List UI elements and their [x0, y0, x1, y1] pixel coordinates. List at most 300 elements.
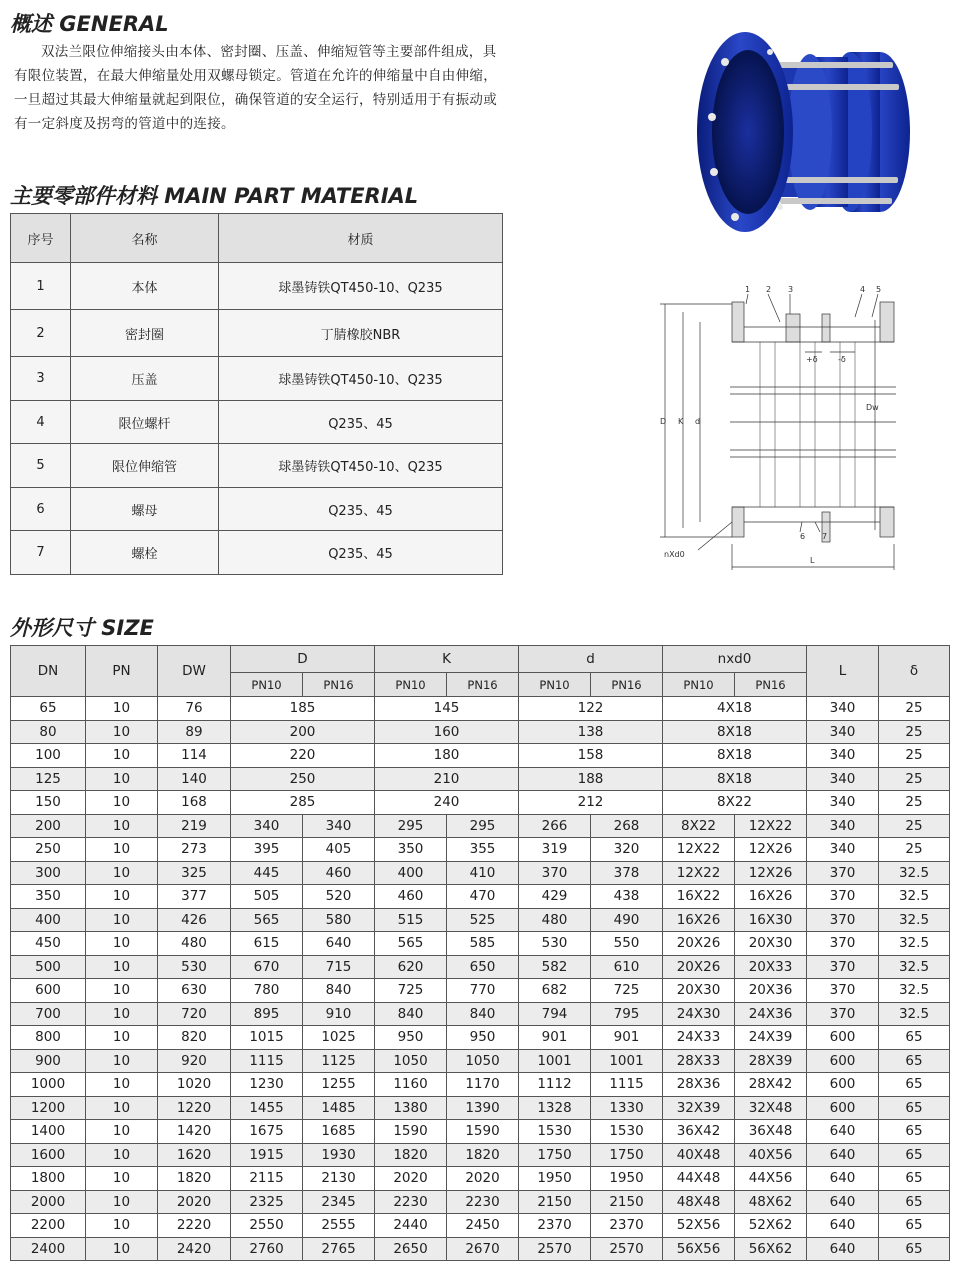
size-cell: 65 [879, 1049, 950, 1073]
size-cell: 2230 [447, 1190, 519, 1214]
size-cell: 2345 [303, 1190, 375, 1214]
size-cell: 340 [807, 791, 879, 815]
size-cell: 682 [519, 979, 591, 1003]
dim-label-K: K [678, 417, 684, 426]
material-cell-name: 压盖 [71, 357, 219, 401]
size-cell: 725 [375, 979, 447, 1003]
size-cell: 950 [375, 1026, 447, 1050]
size-cell: 910 [303, 1002, 375, 1026]
header-D: D [231, 646, 375, 673]
size-cell: 1685 [303, 1120, 375, 1144]
material-cell-name: 本体 [71, 263, 219, 310]
size-cell: 1820 [375, 1143, 447, 1167]
size-cell: 1001 [591, 1049, 663, 1073]
material-row [11, 444, 503, 488]
size-table [10, 645, 950, 1261]
size-row [11, 720, 950, 744]
size-cell: 8X22 [663, 814, 735, 838]
size-cell: 212 [519, 791, 663, 815]
size-cell: 32.5 [879, 955, 950, 979]
size-cell: 319 [519, 838, 591, 862]
size-cell: 10 [86, 1214, 158, 1238]
header-d-pn16: PN16 [591, 673, 663, 697]
size-cell: 44X56 [735, 1167, 807, 1191]
size-cell: 114 [158, 744, 231, 768]
size-cell: 600 [11, 979, 86, 1003]
size-row [11, 1237, 950, 1261]
dim-label-minus-delta: -δ [838, 355, 846, 364]
size-cell: 780 [231, 979, 303, 1003]
size-cell: 1455 [231, 1096, 303, 1120]
general-heading: 概述 GENERAL [10, 12, 169, 36]
size-row [11, 932, 950, 956]
size-cell: 25 [879, 720, 950, 744]
size-cell: 65 [879, 1096, 950, 1120]
size-cell: 10 [86, 1026, 158, 1050]
dim-label-L: L [810, 556, 815, 565]
size-cell: 10 [86, 1096, 158, 1120]
size-cell: 400 [375, 861, 447, 885]
header-d-pn10: PN10 [519, 673, 591, 697]
size-cell: 65 [879, 1026, 950, 1050]
size-cell: 1950 [591, 1167, 663, 1191]
size-cell: 36X48 [735, 1120, 807, 1144]
size-row [11, 814, 950, 838]
size-cell: 28X42 [735, 1073, 807, 1097]
size-cell: 138 [519, 720, 663, 744]
callout-2: 2 [766, 285, 772, 294]
size-row [11, 838, 950, 862]
size-cell: 340 [231, 814, 303, 838]
size-cell: 340 [807, 744, 879, 768]
size-cell: 80 [11, 720, 86, 744]
size-cell: 10 [86, 791, 158, 815]
size-cell: 1590 [447, 1120, 519, 1144]
size-cell: 122 [519, 697, 663, 721]
material-cell-name: 限位螺杆 [71, 401, 219, 444]
size-cell: 10 [86, 744, 158, 768]
size-cell: 2765 [303, 1237, 375, 1261]
size-cell: 20X30 [735, 932, 807, 956]
size-cell: 10 [86, 1143, 158, 1167]
size-cell: 370 [807, 932, 879, 956]
size-cell: 273 [158, 838, 231, 862]
size-cell: 1380 [375, 1096, 447, 1120]
size-cell: 395 [231, 838, 303, 862]
size-cell: 295 [447, 814, 519, 838]
size-row [11, 979, 950, 1003]
size-cell: 20X26 [663, 932, 735, 956]
size-cell: 725 [591, 979, 663, 1003]
material-cell-index: 7 [11, 531, 71, 575]
material-cell-index: 2 [11, 310, 71, 357]
size-cell: 640 [807, 1214, 879, 1238]
size-cell: 32X39 [663, 1096, 735, 1120]
size-cell: 610 [591, 955, 663, 979]
size-row [11, 1002, 950, 1026]
size-cell: 1220 [158, 1096, 231, 1120]
size-cell: 200 [231, 720, 375, 744]
size-cell: 720 [158, 1002, 231, 1026]
size-cell: 370 [519, 861, 591, 885]
header-d: d [519, 646, 663, 673]
callout-5: 5 [876, 285, 882, 294]
size-cell: 10 [86, 955, 158, 979]
size-cell: 28X39 [735, 1049, 807, 1073]
size-cell: 840 [303, 979, 375, 1003]
size-cell: 1328 [519, 1096, 591, 1120]
size-cell: 10 [86, 838, 158, 862]
size-cell: 32.5 [879, 932, 950, 956]
size-cell: 2200 [11, 1214, 86, 1238]
size-cell: 795 [591, 1002, 663, 1026]
header-K-pn10: PN10 [375, 673, 447, 697]
size-cell: 515 [375, 908, 447, 932]
size-cell: 2570 [591, 1237, 663, 1261]
size-cell: 250 [231, 767, 375, 791]
material-cell-name: 限位伸缩管 [71, 444, 219, 488]
size-cell: 1125 [303, 1049, 375, 1073]
size-cell: 168 [158, 791, 231, 815]
size-cell: 65 [879, 1190, 950, 1214]
size-row [11, 1073, 950, 1097]
size-cell: 1200 [11, 1096, 86, 1120]
size-cell: 950 [447, 1026, 519, 1050]
size-cell: 370 [807, 861, 879, 885]
size-cell: 600 [807, 1096, 879, 1120]
size-cell: 565 [375, 932, 447, 956]
size-cell: 65 [879, 1073, 950, 1097]
size-cell: 28X33 [663, 1049, 735, 1073]
size-cell: 794 [519, 1002, 591, 1026]
size-cell: 56X56 [663, 1237, 735, 1261]
size-cell: 525 [447, 908, 519, 932]
size-cell: 340 [807, 767, 879, 791]
size-cell: 580 [303, 908, 375, 932]
size-row [11, 885, 950, 909]
size-cell: 2650 [375, 1237, 447, 1261]
size-cell: 2020 [158, 1190, 231, 1214]
size-cell: 12X26 [735, 861, 807, 885]
size-cell: 10 [86, 720, 158, 744]
material-cell-index: 4 [11, 401, 71, 444]
size-cell: 355 [447, 838, 519, 862]
size-cell: 2020 [375, 1167, 447, 1191]
size-cell: 219 [158, 814, 231, 838]
size-cell: 340 [807, 697, 879, 721]
material-heading: 主要零部件材料 MAIN PART MATERIAL [10, 184, 419, 208]
size-cell: 670 [231, 955, 303, 979]
product-photo [690, 22, 930, 237]
size-cell: 1800 [11, 1167, 86, 1191]
size-heading: 外形尺寸 SIZE [10, 616, 154, 640]
size-cell: 1750 [591, 1143, 663, 1167]
size-cell: 1112 [519, 1073, 591, 1097]
header-material: 材质 [219, 214, 503, 263]
size-cell: 582 [519, 955, 591, 979]
size-cell: 8X18 [663, 720, 807, 744]
size-cell: 8X18 [663, 767, 807, 791]
size-cell: 530 [519, 932, 591, 956]
size-cell: 12X22 [663, 861, 735, 885]
material-row [11, 357, 503, 401]
size-cell: 600 [807, 1026, 879, 1050]
size-cell: 2150 [591, 1190, 663, 1214]
size-row [11, 767, 950, 791]
size-cell: 520 [303, 885, 375, 909]
size-cell: 24X30 [663, 1002, 735, 1026]
material-cell-material: Q235、45 [219, 531, 503, 575]
size-cell: 340 [303, 814, 375, 838]
size-cell: 8X22 [663, 791, 807, 815]
material-row [11, 310, 503, 357]
size-cell: 325 [158, 861, 231, 885]
header-dn: DN [11, 646, 86, 697]
material-cell-name: 螺母 [71, 488, 219, 531]
dim-label-D: D [660, 417, 667, 426]
size-cell: 400 [11, 908, 86, 932]
size-cell: 630 [158, 979, 231, 1003]
size-row [11, 1214, 950, 1238]
size-cell: 185 [231, 697, 375, 721]
size-cell: 1620 [158, 1143, 231, 1167]
material-row [11, 488, 503, 531]
size-row [11, 1096, 950, 1120]
size-cell: 2440 [375, 1214, 447, 1238]
size-cell: 285 [231, 791, 375, 815]
size-cell: 640 [807, 1237, 879, 1261]
size-cell: 320 [591, 838, 663, 862]
size-cell: 820 [158, 1026, 231, 1050]
size-cell: 10 [86, 979, 158, 1003]
size-cell: 65 [879, 1167, 950, 1191]
dim-label-nxd0: nXd0 [664, 550, 685, 559]
size-cell: 1915 [231, 1143, 303, 1167]
size-cell: 44X48 [663, 1167, 735, 1191]
size-cell: 405 [303, 838, 375, 862]
size-cell: 840 [375, 1002, 447, 1026]
size-cell: 370 [807, 908, 879, 932]
size-cell: 12X22 [735, 814, 807, 838]
size-cell: 700 [11, 1002, 86, 1026]
size-cell: 1015 [231, 1026, 303, 1050]
size-cell: 140 [158, 767, 231, 791]
size-cell: 145 [375, 697, 519, 721]
size-cell: 1001 [519, 1049, 591, 1073]
size-cell: 1115 [231, 1049, 303, 1073]
size-cell: 2400 [11, 1237, 86, 1261]
size-cell: 445 [231, 861, 303, 885]
size-cell: 32.5 [879, 861, 950, 885]
size-cell: 65 [879, 1120, 950, 1144]
size-cell: 24X36 [735, 1002, 807, 1026]
size-cell: 715 [303, 955, 375, 979]
size-row [11, 1120, 950, 1144]
size-cell: 220 [231, 744, 375, 768]
size-cell: 1750 [519, 1143, 591, 1167]
size-cell: 2130 [303, 1167, 375, 1191]
size-cell: 650 [447, 955, 519, 979]
header-K: K [375, 646, 519, 673]
material-cell-material: Q235、45 [219, 488, 503, 531]
size-cell: 100 [11, 744, 86, 768]
size-cell: 2220 [158, 1214, 231, 1238]
size-cell: 1050 [375, 1049, 447, 1073]
size-cell: 1020 [158, 1073, 231, 1097]
material-cell-name: 螺栓 [71, 531, 219, 575]
size-row [11, 1143, 950, 1167]
size-cell: 188 [519, 767, 663, 791]
size-cell: 240 [375, 791, 519, 815]
size-cell: 1820 [158, 1167, 231, 1191]
size-cell: 2020 [447, 1167, 519, 1191]
size-cell: 1675 [231, 1120, 303, 1144]
size-cell: 8X18 [663, 744, 807, 768]
size-cell: 10 [86, 932, 158, 956]
material-cell-index: 1 [11, 263, 71, 310]
size-row [11, 955, 950, 979]
size-cell: 1420 [158, 1120, 231, 1144]
size-cell: 24X33 [663, 1026, 735, 1050]
size-cell: 900 [11, 1049, 86, 1073]
size-cell: 180 [375, 744, 519, 768]
size-cell: 640 [807, 1120, 879, 1144]
size-cell: 16X26 [735, 885, 807, 909]
header-D-pn16: PN16 [303, 673, 375, 697]
size-cell: 24X39 [735, 1026, 807, 1050]
size-cell: 266 [519, 814, 591, 838]
header-pn: PN [86, 646, 158, 697]
size-cell: 1160 [375, 1073, 447, 1097]
size-cell: 426 [158, 908, 231, 932]
callout-1: 1 [745, 285, 751, 294]
size-cell: 32.5 [879, 1002, 950, 1026]
size-cell: 150 [11, 791, 86, 815]
size-cell: 10 [86, 1002, 158, 1026]
size-cell: 378 [591, 861, 663, 885]
size-cell: 1530 [591, 1120, 663, 1144]
size-cell: 600 [807, 1073, 879, 1097]
size-row [11, 861, 950, 885]
size-cell: 4X18 [663, 697, 807, 721]
size-cell: 160 [375, 720, 519, 744]
size-cell: 25 [879, 744, 950, 768]
size-cell: 1530 [519, 1120, 591, 1144]
material-row [11, 263, 503, 310]
size-cell: 2150 [519, 1190, 591, 1214]
size-cell: 350 [375, 838, 447, 862]
size-cell: 640 [807, 1190, 879, 1214]
size-cell: 2370 [591, 1214, 663, 1238]
material-cell-material: 球墨铸铁QT450-10、Q235 [219, 444, 503, 488]
size-cell: 65 [879, 1143, 950, 1167]
size-cell: 295 [375, 814, 447, 838]
material-cell-material: 丁腈橡胶NBR [219, 310, 503, 357]
size-cell: 158 [519, 744, 663, 768]
size-cell: 25 [879, 791, 950, 815]
size-cell: 1025 [303, 1026, 375, 1050]
size-cell: 25 [879, 767, 950, 791]
header-dw: DW [158, 646, 231, 697]
size-cell: 25 [879, 697, 950, 721]
size-cell: 20X26 [663, 955, 735, 979]
size-cell: 10 [86, 767, 158, 791]
size-cell: 200 [11, 814, 86, 838]
size-cell: 20X33 [735, 955, 807, 979]
material-cell-material: 球墨铸铁QT450-10、Q235 [219, 263, 503, 310]
size-cell: 10 [86, 1167, 158, 1191]
size-cell: 901 [519, 1026, 591, 1050]
size-cell: 460 [303, 861, 375, 885]
size-row [11, 697, 950, 721]
size-cell: 16X30 [735, 908, 807, 932]
size-cell: 530 [158, 955, 231, 979]
size-cell: 2325 [231, 1190, 303, 1214]
size-cell: 25 [879, 814, 950, 838]
material-cell-material: Q235、45 [219, 401, 503, 444]
size-cell: 2570 [519, 1237, 591, 1261]
size-cell: 250 [11, 838, 86, 862]
size-cell: 1950 [519, 1167, 591, 1191]
dim-label-d: d [695, 417, 701, 426]
material-cell-name: 密封圈 [71, 310, 219, 357]
size-cell: 460 [375, 885, 447, 909]
material-header-row [11, 214, 503, 263]
size-cell: 1600 [11, 1143, 86, 1167]
header-index: 序号 [11, 214, 71, 263]
header-L: L [807, 646, 879, 697]
size-header-row [11, 646, 950, 673]
size-cell: 2555 [303, 1214, 375, 1238]
size-cell: 2230 [375, 1190, 447, 1214]
size-cell: 10 [86, 1237, 158, 1261]
size-cell: 125 [11, 767, 86, 791]
size-cell: 40X48 [663, 1143, 735, 1167]
size-cell: 2670 [447, 1237, 519, 1261]
callout-7: 7 [822, 532, 828, 541]
size-cell: 340 [807, 838, 879, 862]
size-cell: 1590 [375, 1120, 447, 1144]
general-description: 双法兰限位伸缩接头由本体、密封圈、压盖、伸缩短管等主要部件组成，具有限位装置，在最大伸缩量处用双螺母锁定。管道在允许的伸缩量中自由伸缩，一旦超过其最大伸缩量就起到限位，确保管道的安全运行，特别适用于有振动或有一定斜度及拐弯的管道中的连接。 [14, 44, 497, 132]
size-cell: 2000 [11, 1190, 86, 1214]
size-cell: 65 [11, 697, 86, 721]
size-cell: 25 [879, 838, 950, 862]
size-cell: 10 [86, 861, 158, 885]
size-cell: 2550 [231, 1214, 303, 1238]
size-cell: 429 [519, 885, 591, 909]
header-K-pn16: PN16 [447, 673, 519, 697]
size-cell: 350 [11, 885, 86, 909]
size-cell: 12X22 [663, 838, 735, 862]
size-cell: 12X26 [735, 838, 807, 862]
size-cell: 901 [591, 1026, 663, 1050]
size-cell: 640 [807, 1167, 879, 1191]
size-cell: 2115 [231, 1167, 303, 1191]
size-cell: 300 [11, 861, 86, 885]
size-cell: 370 [807, 955, 879, 979]
size-cell: 10 [86, 1049, 158, 1073]
header-nxd0-pn16: PN16 [735, 673, 807, 697]
material-row [11, 401, 503, 444]
size-cell: 10 [86, 814, 158, 838]
size-cell: 770 [447, 979, 519, 1003]
size-cell: 1115 [591, 1073, 663, 1097]
size-cell: 48X48 [663, 1190, 735, 1214]
header-delta: δ [879, 646, 950, 697]
size-cell: 920 [158, 1049, 231, 1073]
size-cell: 40X56 [735, 1143, 807, 1167]
size-cell: 16X22 [663, 885, 735, 909]
